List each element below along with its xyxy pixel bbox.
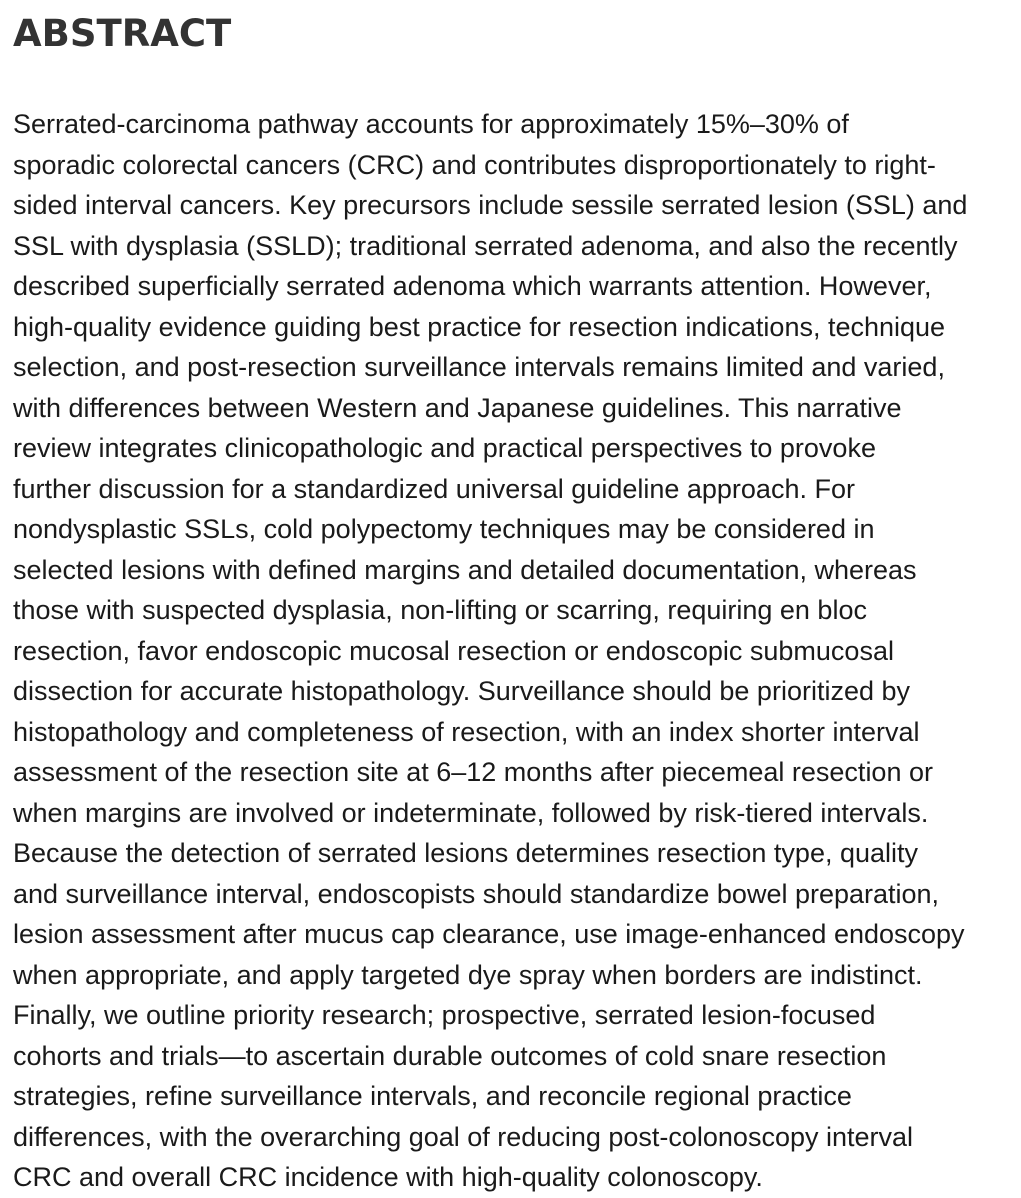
abstract-line: dissection for accurate histopathology. Surveillance should be prioritized by [13,676,910,706]
abstract-line: Because the detection of serrated lesions determines resection type, quality [13,838,919,868]
abstract-line: strategies, refine surveillance intervals, and reconcile regional practice [13,1081,852,1111]
abstract-line: further discussion for a standardized universal guideline approach. For [13,473,855,504]
section-heading: ABSTRACT [13,12,232,55]
abstract-line: when appropriate, and apply targeted dye spray when borders are indistinct. [13,959,923,990]
abstract-paragraph [13,104,1003,1198]
abstract-line: with differences between Western and Japanese guidelines. This narrative [13,392,902,423]
abstract-line: assessment of the resection site at 6–12 months after piecemeal resection or [13,757,933,787]
abstract-line: those with suspected dysplasia, non-lifting or scarring, requiring en bloc [13,595,867,625]
abstract-line: selection, and post-resection surveillance intervals remains limited and varied, [13,352,945,382]
abstract-line: and surveillance interval, endoscopists should standardize bowel preparation, [13,878,940,909]
abstract-line: CRC and overall CRC incidence with high-quality colonoscopy. [13,1162,763,1192]
abstract-line: sided interval cancers. Key precursors include sessile serrated lesion (SSL) and [13,190,968,220]
abstract-line: review integrates clinicopathologic and practical perspectives to provoke [13,433,876,463]
abstract-line: lesion assessment after mucus cap clearance, use image-enhanced endoscopy [13,919,965,949]
abstract-line: high-quality evidence guiding best practice for resection indications, technique [13,311,946,342]
abstract-line: when margins are involved or indeterminate, followed by risk-tiered intervals. [13,797,929,828]
abstract-line: Finally, we outline priority research; prospective, serrated lesion-focused [13,1000,876,1030]
abstract-line: resection, favor endoscopic mucosal resection or endoscopic submucosal [13,635,894,666]
abstract-line: nondysplastic SSLs, cold polypectomy techniques may be considered in [13,514,875,544]
abstract-line: sporadic colorectal cancers (CRC) and contributes disproportionately to right- [13,149,936,180]
abstract-line: described superficially serrated adenoma which warrants attention. However, [13,271,932,301]
abstract-section [13,0,1003,1198]
abstract-line: histopathology and completeness of resection, with an index shorter interval [13,716,920,747]
abstract-line: SSL with dysplasia (SSLD); traditional serrated adenoma, and also the recently [13,230,958,261]
abstract-line: cohorts and trials—to ascertain durable outcomes of cold snare resection [13,1040,887,1071]
abstract-line: differences, with the overarching goal of reducing post-colonoscopy interval [13,1121,914,1152]
abstract-line: Serrated-carcinoma pathway accounts for approximately 15%–30% of [13,109,849,139]
abstract-line: selected lesions with defined margins and detailed documentation, whereas [13,554,917,585]
